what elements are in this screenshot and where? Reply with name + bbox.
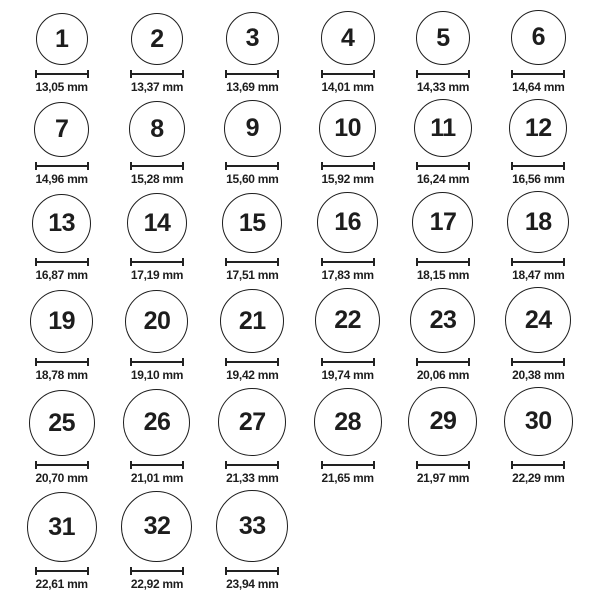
ring-size-cell	[109, 389, 204, 485]
ring-size-number: 20	[143, 307, 171, 335]
diameter-label: 16,87 mm	[35, 268, 88, 282]
ring-circle	[220, 289, 284, 353]
ring-circle	[36, 13, 88, 65]
ring-circle	[321, 11, 375, 65]
ring-size-row	[14, 10, 586, 94]
ring-circle	[216, 490, 288, 562]
ring-circle	[412, 192, 473, 253]
ring-size-cell	[300, 192, 395, 282]
ring-size-cell	[14, 390, 109, 485]
ring-size-cell	[395, 11, 490, 94]
diameter-label: 14,64 mm	[512, 80, 565, 94]
ring-circle	[30, 290, 93, 353]
ring-circle	[125, 290, 188, 353]
diameter-measure-line	[225, 358, 279, 366]
ring-size-number: 12	[524, 113, 552, 142]
ring-size-number: 26	[143, 408, 171, 436]
diameter-label: 20,06 mm	[416, 368, 470, 382]
diameter-measure-line	[130, 162, 184, 170]
ring-size-number: 30	[524, 407, 552, 435]
ring-size-number: 24	[524, 305, 552, 334]
diameter-measure-line	[511, 258, 565, 266]
diameter-measure-line	[321, 258, 375, 266]
diameter-measure-line	[321, 358, 375, 366]
ring-size-cell	[14, 194, 109, 282]
ring-size-number: 19	[48, 307, 76, 335]
diameter-measure-line	[130, 258, 184, 266]
ring-circle	[315, 288, 380, 353]
ring-size-number: 33	[238, 511, 266, 540]
diameter-measure-line	[130, 358, 184, 366]
ring-circle	[131, 13, 183, 65]
diameter-label: 14,33 mm	[416, 80, 470, 94]
diameter-measure-line	[416, 70, 470, 78]
diameter-label: 23,94 mm	[226, 577, 279, 591]
ring-size-cell	[300, 11, 395, 94]
diameter-label: 17,19 mm	[130, 268, 184, 282]
ring-circle	[121, 491, 192, 562]
diameter-label: 17,83 mm	[321, 268, 374, 282]
ring-size-number: 25	[48, 408, 76, 437]
ring-size-number: 15	[238, 208, 266, 237]
ring-size-cell	[14, 13, 109, 94]
ring-size-cell	[491, 387, 586, 485]
ring-size-number: 13	[48, 209, 76, 237]
ring-size-row	[14, 287, 586, 382]
ring-size-number: 11	[430, 113, 456, 142]
diameter-label: 13,37 mm	[130, 80, 184, 94]
diameter-measure-line	[225, 162, 279, 170]
ring-size-number: 1	[54, 24, 69, 53]
diameter-label: 13,69 mm	[226, 80, 279, 94]
ring-size-cell	[14, 102, 109, 186]
ring-circle	[507, 191, 569, 253]
diameter-measure-line	[225, 567, 279, 575]
diameter-label: 18,78 mm	[35, 368, 88, 382]
diameter-label: 19,10 mm	[130, 368, 184, 382]
ring-circle	[226, 12, 279, 65]
diameter-measure-line	[35, 70, 89, 78]
diameter-measure-line	[225, 461, 279, 469]
diameter-label: 19,74 mm	[321, 368, 374, 382]
diameter-label: 21,65 mm	[321, 471, 374, 485]
diameter-label: 15,92 mm	[321, 172, 374, 186]
ring-size-number: 5	[436, 23, 450, 52]
ring-size-number: 17	[429, 208, 457, 236]
diameter-measure-line	[416, 258, 470, 266]
ring-circle	[414, 99, 472, 157]
diameter-measure-line	[416, 461, 470, 469]
diameter-label: 13,05 mm	[35, 80, 88, 94]
ring-size-cell	[395, 288, 490, 382]
ring-size-cell	[491, 10, 586, 94]
ring-size-row	[14, 99, 586, 186]
ring-circle	[416, 11, 470, 65]
ring-size-number: 6	[531, 23, 545, 51]
ring-circle	[504, 387, 573, 456]
diameter-label: 21,97 mm	[416, 471, 470, 485]
ring-circle	[29, 390, 95, 456]
diameter-label: 22,61 mm	[35, 577, 88, 591]
ring-circle	[314, 388, 382, 456]
ring-circle	[129, 101, 185, 157]
ring-size-cell	[395, 99, 490, 186]
ring-size-number: 7	[54, 115, 69, 143]
diameter-measure-line	[35, 258, 89, 266]
diameter-label: 20,38 mm	[512, 368, 565, 382]
ring-circle	[410, 288, 475, 353]
ring-size-cell	[395, 192, 490, 282]
diameter-label: 15,60 mm	[226, 172, 279, 186]
ring-size-cell	[205, 193, 300, 282]
diameter-label: 19,42 mm	[226, 368, 279, 382]
diameter-measure-line	[321, 70, 375, 78]
ring-size-cell	[109, 13, 204, 94]
ring-size-cell	[205, 289, 300, 382]
ring-size-row	[14, 387, 586, 485]
ring-size-row	[14, 191, 586, 282]
diameter-measure-line	[225, 258, 279, 266]
ring-circle	[123, 389, 190, 456]
diameter-measure-line	[511, 162, 565, 170]
ring-circle	[218, 388, 286, 456]
ring-circle	[408, 387, 477, 456]
diameter-measure-line	[35, 358, 89, 366]
ring-size-number: 14	[143, 208, 171, 237]
ring-size-number: 21	[238, 306, 266, 335]
ring-size-cell	[14, 492, 109, 591]
ring-circle	[222, 193, 282, 253]
diameter-label: 18,47 mm	[512, 268, 565, 282]
ring-size-cell	[491, 287, 586, 382]
diameter-measure-line	[225, 70, 279, 78]
diameter-measure-line	[130, 567, 184, 575]
ring-size-number: 3	[245, 24, 260, 52]
ring-size-cell	[205, 100, 300, 186]
ring-size-number: 2	[150, 24, 164, 53]
ring-circle	[27, 492, 97, 562]
diameter-label: 14,96 mm	[35, 172, 88, 186]
diameter-measure-line	[35, 461, 89, 469]
ring-size-number: 18	[524, 207, 552, 236]
diameter-label: 22,29 mm	[512, 471, 565, 485]
diameter-measure-line	[416, 162, 470, 170]
ring-size-cell	[205, 388, 300, 485]
ring-size-cell	[109, 101, 204, 186]
diameter-measure-line	[35, 162, 89, 170]
ring-size-number: 8	[150, 114, 164, 143]
diameter-label: 18,15 mm	[416, 268, 470, 282]
diameter-measure-line	[511, 70, 565, 78]
ring-size-cell	[300, 388, 395, 485]
ring-circle	[127, 193, 187, 253]
ring-circle	[509, 99, 567, 157]
ring-size-cell	[395, 387, 490, 485]
ring-circle	[34, 102, 89, 157]
diameter-label: 21,01 mm	[130, 471, 184, 485]
diameter-label: 16,24 mm	[416, 172, 470, 186]
diameter-measure-line	[511, 358, 565, 366]
ring-size-number: 23	[429, 306, 457, 334]
ring-circle	[317, 192, 378, 253]
diameter-measure-line	[35, 567, 89, 575]
ring-size-cell	[205, 12, 300, 94]
ring-size-row	[14, 490, 586, 591]
ring-size-cell	[491, 99, 586, 186]
diameter-label: 22,92 mm	[130, 577, 184, 591]
diameter-label: 21,33 mm	[226, 471, 279, 485]
ring-size-number: 32	[143, 512, 171, 540]
ring-size-cell	[491, 191, 586, 282]
ring-size-cell	[109, 290, 204, 382]
ring-size-number: 10	[334, 114, 362, 142]
ring-size-cell	[300, 100, 395, 186]
ring-size-cell	[14, 290, 109, 382]
ring-size-number: 28	[334, 407, 362, 436]
ring-size-number: 27	[238, 407, 266, 436]
ring-size-number: 16	[334, 208, 362, 236]
diameter-measure-line	[130, 70, 184, 78]
ring-circle	[511, 10, 566, 65]
ring-size-number: 22	[334, 306, 362, 334]
diameter-label: 14,01 mm	[321, 80, 374, 94]
ring-circle	[224, 100, 281, 157]
ring-size-cell	[109, 491, 204, 591]
diameter-label: 16,56 mm	[512, 172, 565, 186]
diameter-label: 17,51 mm	[226, 268, 279, 282]
ring-size-cell	[109, 193, 204, 282]
ring-size-number: 31	[48, 512, 76, 541]
diameter-measure-line	[321, 461, 375, 469]
diameter-measure-line	[416, 358, 470, 366]
ring-circle	[32, 194, 91, 253]
ring-size-cell	[300, 288, 395, 382]
diameter-measure-line	[511, 461, 565, 469]
ring-size-cell	[205, 490, 300, 591]
ring-size-number: 9	[245, 114, 260, 142]
diameter-measure-line	[321, 162, 375, 170]
diameter-measure-line	[130, 461, 184, 469]
ring-circle	[505, 287, 571, 353]
ring-size-number: 29	[429, 407, 457, 435]
diameter-label: 15,28 mm	[130, 172, 184, 186]
diameter-label: 20,70 mm	[35, 471, 88, 485]
ring-size-number: 4	[340, 23, 355, 52]
ring-circle	[319, 100, 376, 157]
